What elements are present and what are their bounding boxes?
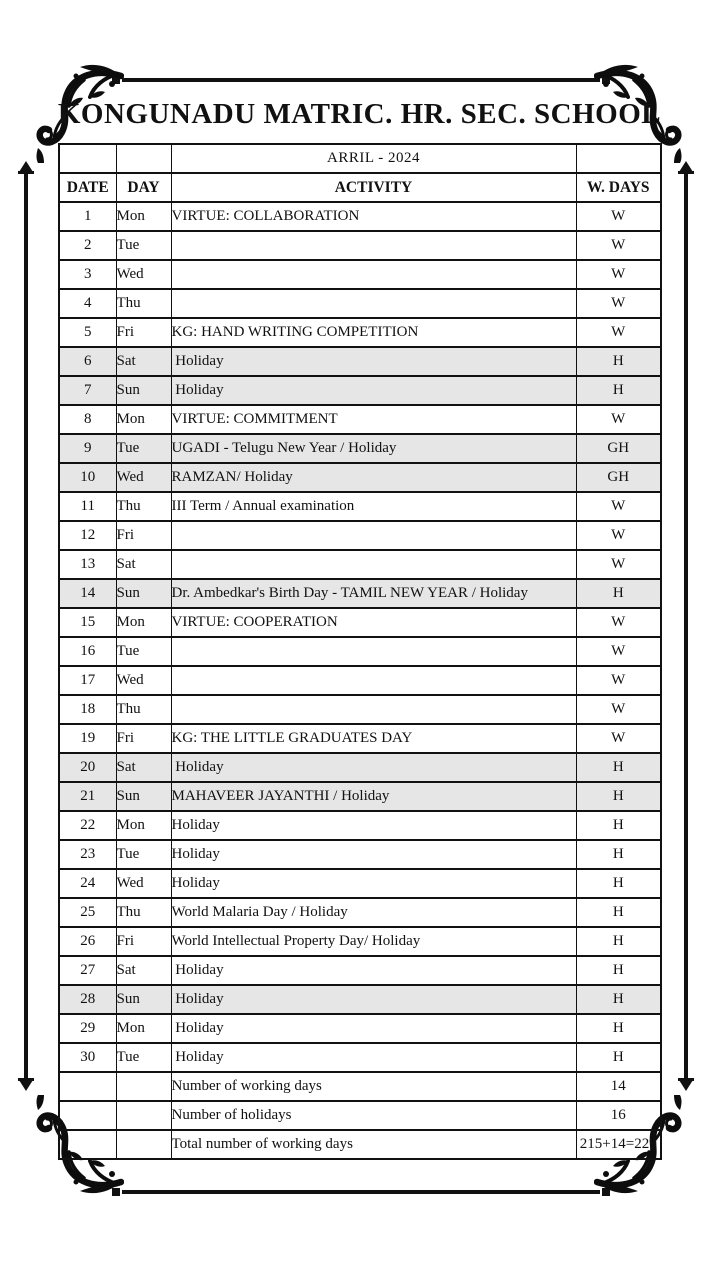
date-cell: 9 — [59, 434, 116, 463]
day-cell: Mon — [116, 202, 171, 231]
summary-label: Total number of working days — [171, 1130, 576, 1159]
day-cell: Sat — [116, 347, 171, 376]
wdays-cell: W — [576, 202, 661, 231]
day-cell: Sat — [116, 956, 171, 985]
wdays-cell: W — [576, 637, 661, 666]
calendar-row — [59, 434, 661, 463]
activity-cell: VIRTUE: COOPERATION — [171, 608, 576, 637]
calendar-row — [59, 695, 661, 724]
empty-cell — [59, 144, 116, 173]
summary-row — [59, 1101, 661, 1130]
activity-cell: Holiday — [171, 347, 576, 376]
day-cell: Fri — [116, 521, 171, 550]
activity-cell: Dr. Ambedkar's Birth Day - TAMIL NEW YEAR / Holiday — [171, 579, 576, 608]
day-cell: Thu — [116, 898, 171, 927]
date-cell: 8 — [59, 405, 116, 434]
column-header-wdays: W. DAYS — [576, 173, 661, 202]
frame-right-line — [684, 174, 688, 1078]
calendar-row — [59, 753, 661, 782]
month-title: ARRIL - 2024 — [171, 144, 576, 173]
calendar-body — [59, 202, 661, 1072]
calendar-row — [59, 811, 661, 840]
calendar-row — [59, 1014, 661, 1043]
day-cell: Tue — [116, 840, 171, 869]
date-cell: 17 — [59, 666, 116, 695]
date-cell: 1 — [59, 202, 116, 231]
calendar-table — [58, 143, 662, 1160]
wdays-cell: W — [576, 550, 661, 579]
day-cell: Mon — [116, 608, 171, 637]
activity-cell — [171, 231, 576, 260]
summary-label: Number of holidays — [171, 1101, 576, 1130]
date-cell: 6 — [59, 347, 116, 376]
day-cell: Wed — [116, 260, 171, 289]
frame-bottom-line — [122, 1190, 600, 1194]
empty-cell — [116, 1130, 171, 1159]
page-title: KONGUNADU MATRIC. HR. SEC. SCHOOL — [57, 98, 662, 130]
wdays-cell: H — [576, 811, 661, 840]
calendar-row — [59, 202, 661, 231]
activity-cell — [171, 260, 576, 289]
wdays-cell: GH — [576, 463, 661, 492]
wdays-cell: W — [576, 666, 661, 695]
column-header-date: DATE — [59, 173, 116, 202]
date-cell: 28 — [59, 985, 116, 1014]
date-cell: 23 — [59, 840, 116, 869]
activity-cell: RAMZAN/ Holiday — [171, 463, 576, 492]
calendar-row — [59, 521, 661, 550]
empty-cell — [116, 1101, 171, 1130]
calendar-row — [59, 898, 661, 927]
wdays-cell: H — [576, 1014, 661, 1043]
calendar-row — [59, 637, 661, 666]
date-cell: 4 — [59, 289, 116, 318]
frame-tick — [678, 1078, 694, 1081]
day-cell: Wed — [116, 869, 171, 898]
date-cell: 12 — [59, 521, 116, 550]
day-cell: Wed — [116, 666, 171, 695]
calendar-head — [59, 144, 661, 202]
activity-cell — [171, 550, 576, 579]
column-header-day: DAY — [116, 173, 171, 202]
calendar-row — [59, 608, 661, 637]
calendar-row — [59, 347, 661, 376]
activity-cell — [171, 666, 576, 695]
calendar-row — [59, 318, 661, 347]
activity-cell: World Intellectual Property Day/ Holiday — [171, 927, 576, 956]
wdays-cell: H — [576, 956, 661, 985]
day-cell: Mon — [116, 1014, 171, 1043]
empty-cell — [59, 1101, 116, 1130]
wdays-cell: H — [576, 1043, 661, 1072]
calendar-row — [59, 579, 661, 608]
day-cell: Wed — [116, 463, 171, 492]
activity-cell: KG: HAND WRITING COMPETITION — [171, 318, 576, 347]
day-cell: Tue — [116, 231, 171, 260]
day-cell: Sun — [116, 782, 171, 811]
calendar-row — [59, 985, 661, 1014]
date-cell: 16 — [59, 637, 116, 666]
date-cell: 25 — [59, 898, 116, 927]
activity-cell — [171, 637, 576, 666]
date-cell: 20 — [59, 753, 116, 782]
wdays-cell: H — [576, 782, 661, 811]
date-cell: 11 — [59, 492, 116, 521]
wdays-cell: W — [576, 608, 661, 637]
day-cell: Fri — [116, 318, 171, 347]
activity-cell: Holiday — [171, 956, 576, 985]
wdays-cell: H — [576, 898, 661, 927]
calendar-row — [59, 840, 661, 869]
calendar-row — [59, 376, 661, 405]
activity-cell: Holiday — [171, 840, 576, 869]
calendar-row — [59, 550, 661, 579]
wdays-cell: H — [576, 753, 661, 782]
wdays-cell: H — [576, 869, 661, 898]
day-cell: Sun — [116, 985, 171, 1014]
calendar-row — [59, 289, 661, 318]
wdays-cell: GH — [576, 434, 661, 463]
wdays-cell: H — [576, 840, 661, 869]
frame-tick — [18, 171, 34, 174]
activity-cell: Holiday — [171, 1014, 576, 1043]
summary-row — [59, 1072, 661, 1101]
summary-value: 16 — [576, 1101, 661, 1130]
day-cell: Sun — [116, 376, 171, 405]
calendar-row — [59, 231, 661, 260]
summary-value: 14 — [576, 1072, 661, 1101]
activity-cell: VIRTUE: COLLABORATION — [171, 202, 576, 231]
wdays-cell: W — [576, 695, 661, 724]
date-cell: 30 — [59, 1043, 116, 1072]
frame-tick — [678, 171, 694, 174]
day-cell: Mon — [116, 811, 171, 840]
day-cell: Tue — [116, 637, 171, 666]
activity-cell: Holiday — [171, 869, 576, 898]
day-cell: Sat — [116, 550, 171, 579]
wdays-cell: W — [576, 289, 661, 318]
calendar-row — [59, 724, 661, 753]
date-cell: 13 — [59, 550, 116, 579]
calendar-row — [59, 927, 661, 956]
frame-left-line — [24, 174, 28, 1078]
frame-tick — [18, 1078, 34, 1081]
date-cell: 7 — [59, 376, 116, 405]
wdays-cell: H — [576, 347, 661, 376]
date-cell: 14 — [59, 579, 116, 608]
activity-cell: VIRTUE: COMMITMENT — [171, 405, 576, 434]
activity-cell — [171, 521, 576, 550]
wdays-cell: W — [576, 405, 661, 434]
date-cell: 21 — [59, 782, 116, 811]
wdays-cell: W — [576, 260, 661, 289]
date-cell: 3 — [59, 260, 116, 289]
day-cell: Thu — [116, 695, 171, 724]
empty-cell — [576, 144, 661, 173]
month-row — [59, 144, 661, 173]
column-header-activity: ACTIVITY — [171, 173, 576, 202]
activity-cell: Holiday — [171, 376, 576, 405]
date-cell: 15 — [59, 608, 116, 637]
wdays-cell: W — [576, 318, 661, 347]
activity-cell: Holiday — [171, 811, 576, 840]
summary-value: 215+14=229 — [576, 1130, 661, 1159]
calendar-row — [59, 405, 661, 434]
empty-cell — [59, 1072, 116, 1101]
wdays-cell: H — [576, 376, 661, 405]
wdays-cell: W — [576, 231, 661, 260]
frame-arrow — [19, 1080, 33, 1091]
activity-cell: Holiday — [171, 753, 576, 782]
summary-body — [59, 1072, 661, 1159]
activity-cell — [171, 695, 576, 724]
empty-cell — [116, 1072, 171, 1101]
calendar-row — [59, 463, 661, 492]
date-cell: 19 — [59, 724, 116, 753]
date-cell: 2 — [59, 231, 116, 260]
activity-cell: World Malaria Day / Holiday — [171, 898, 576, 927]
day-cell: Tue — [116, 434, 171, 463]
activity-cell: MAHAVEER JAYANTHI / Holiday — [171, 782, 576, 811]
date-cell: 5 — [59, 318, 116, 347]
date-cell: 24 — [59, 869, 116, 898]
activity-cell: Holiday — [171, 1043, 576, 1072]
wdays-cell: W — [576, 492, 661, 521]
empty-cell — [116, 144, 171, 173]
summary-label: Number of working days — [171, 1072, 576, 1101]
date-cell: 10 — [59, 463, 116, 492]
date-cell: 26 — [59, 927, 116, 956]
day-cell: Thu — [116, 289, 171, 318]
wdays-cell: H — [576, 927, 661, 956]
day-cell: Fri — [116, 927, 171, 956]
day-cell: Fri — [116, 724, 171, 753]
activity-cell: Holiday — [171, 985, 576, 1014]
wdays-cell: W — [576, 724, 661, 753]
calendar-row — [59, 492, 661, 521]
frame-arrow — [679, 1080, 693, 1091]
summary-row — [59, 1130, 661, 1159]
date-cell: 27 — [59, 956, 116, 985]
frame-top-line — [122, 78, 600, 82]
wdays-cell: W — [576, 521, 661, 550]
header-row — [59, 173, 661, 202]
day-cell: Mon — [116, 405, 171, 434]
day-cell: Tue — [116, 1043, 171, 1072]
calendar-row — [59, 666, 661, 695]
calendar-row — [59, 1043, 661, 1072]
activity-cell: III Term / Annual examination — [171, 492, 576, 521]
activity-cell: UGADI - Telugu New Year / Holiday — [171, 434, 576, 463]
calendar-row — [59, 956, 661, 985]
day-cell: Thu — [116, 492, 171, 521]
calendar-row — [59, 260, 661, 289]
calendar-row — [59, 869, 661, 898]
activity-cell — [171, 289, 576, 318]
date-cell: 29 — [59, 1014, 116, 1043]
date-cell: 18 — [59, 695, 116, 724]
wdays-cell: H — [576, 579, 661, 608]
date-cell: 22 — [59, 811, 116, 840]
activity-cell: KG: THE LITTLE GRADUATES DAY — [171, 724, 576, 753]
day-cell: Sun — [116, 579, 171, 608]
calendar-row — [59, 782, 661, 811]
empty-cell — [59, 1130, 116, 1159]
wdays-cell: H — [576, 985, 661, 1014]
day-cell: Sat — [116, 753, 171, 782]
